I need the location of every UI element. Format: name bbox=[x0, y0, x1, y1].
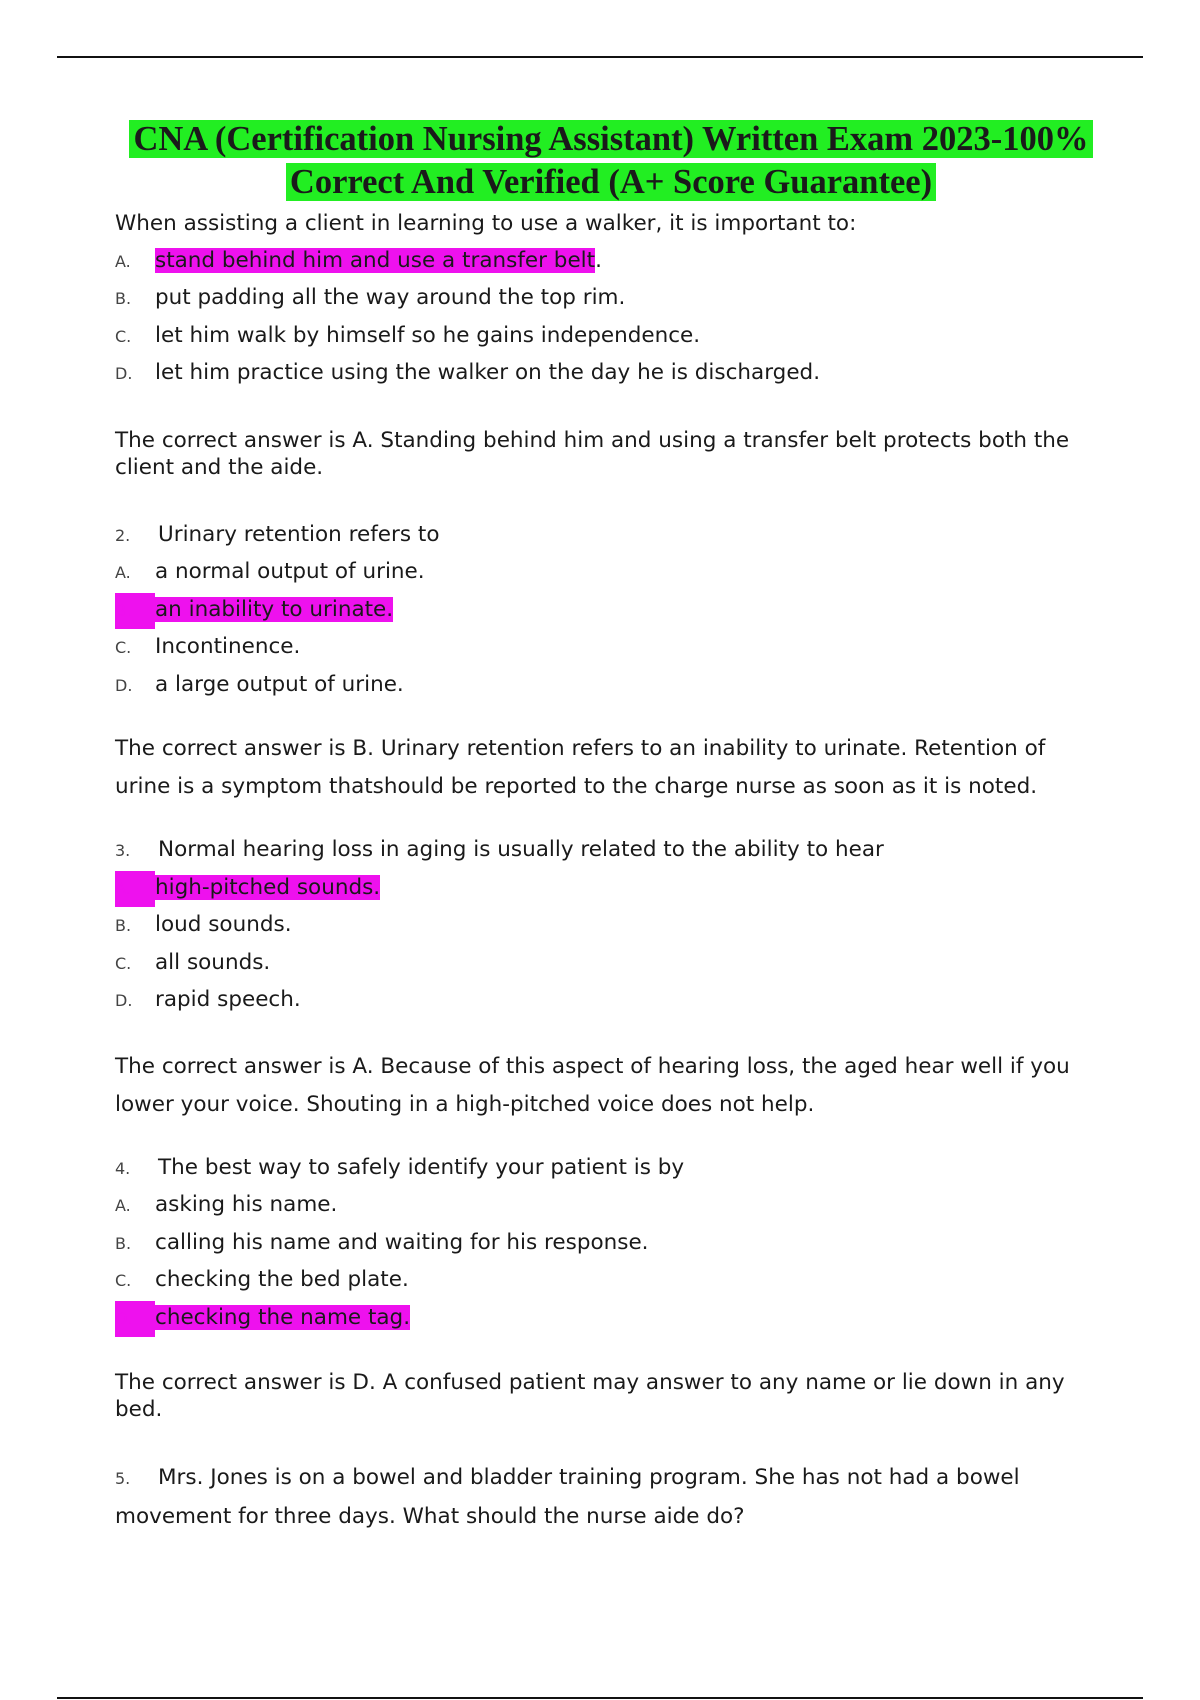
option-letter: C. bbox=[115, 953, 132, 973]
option-letter: D. bbox=[115, 1301, 155, 1338]
option-text-highlighted: high-pitched sounds. bbox=[155, 874, 381, 900]
option-letter: B. bbox=[115, 1233, 132, 1253]
option-text: Incontinence. bbox=[155, 634, 301, 659]
question-text: The best way to safely identify your patient is by bbox=[158, 1154, 685, 1180]
option-letter: A. bbox=[115, 871, 155, 908]
option-text: let him walk by himself so he gains independence. bbox=[155, 322, 701, 348]
option-a bbox=[115, 1187, 1105, 1225]
option-c bbox=[115, 1262, 1105, 1300]
option-d bbox=[115, 667, 1105, 705]
question-number: 3. bbox=[115, 841, 131, 860]
question-number: 4. bbox=[115, 1158, 131, 1178]
option-text: loud sounds. bbox=[155, 912, 292, 937]
option-text: checking the bed plate. bbox=[155, 1267, 409, 1292]
question-text: Mrs. Jones is on a bowel and bladder training program. She has not had a bowel movement for three days. What should the nurse aide do? bbox=[115, 1465, 1020, 1529]
question-5 bbox=[115, 1459, 1105, 1536]
question-1 bbox=[115, 206, 1105, 517]
option-a bbox=[115, 243, 1105, 281]
option-d-correct bbox=[115, 1300, 1105, 1338]
option-letter: D. bbox=[115, 991, 133, 1010]
title-line-2: Correct And Verified (A+ Score Guarantee) bbox=[286, 163, 936, 201]
option-d bbox=[115, 982, 1105, 1020]
option-text: a normal output of urine. bbox=[155, 559, 425, 584]
option-text: calling his name and waiting for his response. bbox=[155, 1229, 649, 1255]
title-line-1: CNA (Certification Nursing Assistant) Written Exam 2023-100% bbox=[129, 120, 1092, 158]
bottom-rule bbox=[57, 1697, 1143, 1699]
option-b bbox=[115, 907, 1105, 945]
explanation: The correct answer is B. Urinary retention refers to an inability to urinate. Retention of urine is a symptom thatshould be reported to the charge nurse as soon as it is noted. bbox=[115, 736, 1046, 799]
option-letter: C. bbox=[115, 326, 132, 346]
option-b-correct bbox=[115, 592, 1105, 630]
option-letter: A. bbox=[115, 1196, 131, 1215]
question-text: When assisting a client in learning to use a walker, it is important to: bbox=[115, 211, 857, 236]
document-title bbox=[103, 118, 1119, 204]
option-text-highlighted: stand behind him and use a transfer belt bbox=[155, 247, 596, 273]
option-letter: A. bbox=[115, 251, 131, 271]
question-line bbox=[115, 1150, 1105, 1188]
explanation: The correct answer is A. Because of this aspect of hearing loss, the aged hear well if you lower your voice. Shouting in a high-pitched voice does not help. bbox=[115, 1053, 1070, 1117]
explanation: The correct answer is D. A confused patient may answer to any name or lie down in any bed. bbox=[115, 1370, 1065, 1422]
option-letter: B. bbox=[115, 593, 155, 630]
option-letter: B. bbox=[115, 916, 132, 935]
question-text: Normal hearing loss in aging is usually related to the ability to hear bbox=[158, 837, 884, 862]
question-text: Urinary retention refers to bbox=[158, 521, 440, 547]
question-line bbox=[115, 517, 1105, 555]
option-text: all sounds. bbox=[155, 949, 271, 975]
option-text-highlighted: checking the name tag. bbox=[155, 1304, 411, 1330]
option-d bbox=[115, 355, 1105, 393]
question-4 bbox=[115, 1150, 1105, 1460]
option-b bbox=[115, 1225, 1105, 1263]
option-text-highlighted: an inability to urinate. bbox=[155, 596, 394, 622]
option-letter: D. bbox=[115, 364, 133, 383]
option-letter: D. bbox=[115, 675, 133, 695]
option-letter: C. bbox=[115, 638, 132, 657]
option-a bbox=[115, 554, 1105, 592]
question-2 bbox=[115, 517, 1105, 833]
option-text: a large output of urine. bbox=[155, 671, 404, 697]
option-letter: B. bbox=[115, 289, 132, 308]
document-body bbox=[115, 118, 1105, 1536]
top-rule bbox=[57, 56, 1143, 58]
question-line bbox=[115, 832, 1105, 870]
option-letter: A. bbox=[115, 563, 131, 582]
question-number: 5. bbox=[115, 1469, 131, 1488]
option-text: let him practice using the walker on the day he is discharged. bbox=[155, 360, 821, 385]
option-a-correct bbox=[115, 870, 1105, 908]
option-text: put padding all the way around the top rim. bbox=[155, 285, 626, 310]
question-number: 2. bbox=[115, 525, 131, 545]
explanation: The correct answer is A. Standing behind him and using a transfer belt protects both the client and the aide. bbox=[115, 427, 1070, 480]
option-c bbox=[115, 629, 1105, 667]
option-c bbox=[115, 318, 1105, 356]
option-letter: C. bbox=[115, 1271, 132, 1290]
option-b bbox=[115, 280, 1105, 318]
option-c bbox=[115, 945, 1105, 983]
question-line bbox=[115, 1459, 1105, 1536]
option-text: asking his name. bbox=[155, 1192, 338, 1217]
option-text: rapid speech. bbox=[155, 987, 301, 1012]
question-3 bbox=[115, 832, 1105, 1150]
option-suffix: . bbox=[595, 247, 602, 273]
